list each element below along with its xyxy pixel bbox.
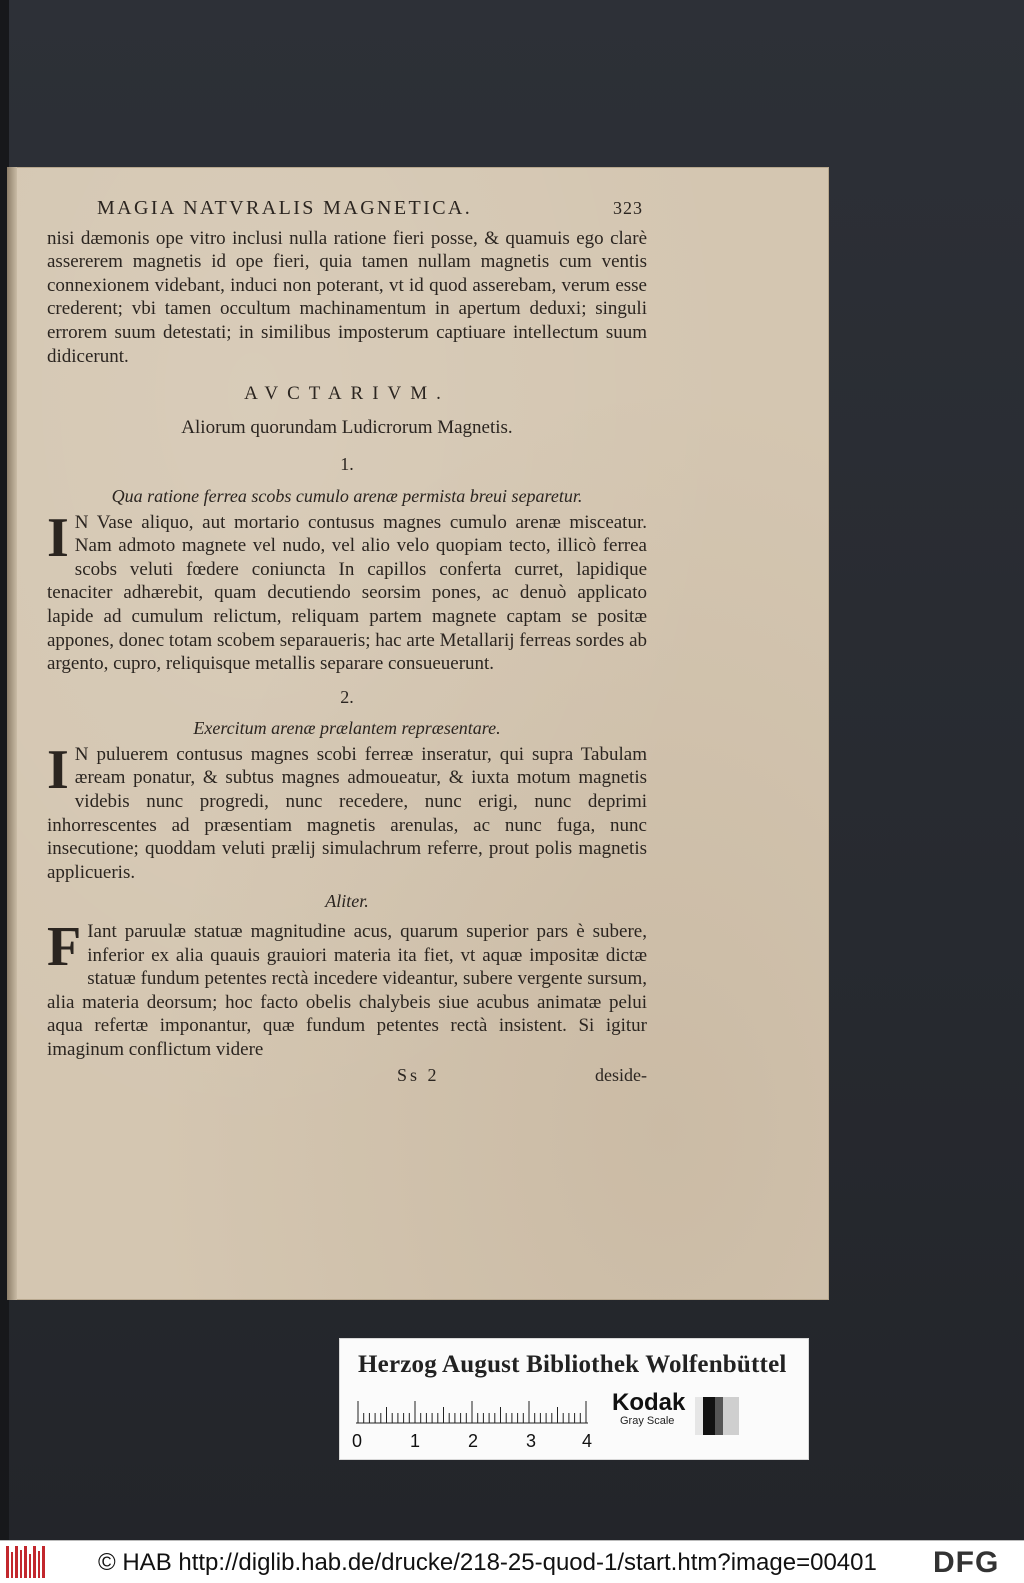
page-text-block	[47, 197, 647, 1087]
section-1-title: Qua ratione ferrea scobs cumulo arenæ permista breui separetur.	[111, 485, 583, 506]
catchword: deside-	[595, 1064, 647, 1085]
running-head-title: MAGIA NATVRALIS MAGNETICA.	[97, 197, 473, 219]
section-1-initial: I	[47, 506, 69, 569]
auctarium-subtitle: Aliorum quorundam Ludicrorum Magnetis.	[181, 416, 513, 438]
ruler-label: 1	[410, 1431, 421, 1451]
ruler-label: 4	[582, 1431, 593, 1451]
section-2-title: Exercitum arenæ prælantem repræsentare.	[193, 718, 501, 739]
ruler-label: 3	[526, 1431, 537, 1451]
section-2-paragraph	[47, 738, 647, 885]
intro-paragraph: nisi dæmonis ope vitro inclusi nulla ratione fieri posse, & quamuis ego clarè assererem magnetis id ope fieri, quia tamen nullam magnetis cum ventis connexionem videbant, induci non poterant, vt id quod asserebam, verum esse crederent; vbi tamen occultum machinamentum in apertum deduxi; singuli errorem suum detestati; in similibus imposterum captiuare intellectum suum didicerunt.	[47, 227, 647, 367]
dfg-logo: DFG	[933, 1546, 1000, 1579]
section-2-numeral: 2.	[340, 686, 354, 707]
section-2-body: N puluerem contusus magnes scobi ferreæ inseratur, qui supra Tabulam æream ponatur, & subtus magnes admoueatur, & iuxta motum magnetis videbis nunc progredi, nunc recedere, nunc erigi, nunc deprimi inhorrescentes ad præsentiam magnetis arenulas, ac nunc fuga, nunc insecutione; quoddam veluti prælij simulachrum referre, prout polis magnetis applicueris.	[47, 743, 647, 883]
running-head	[97, 197, 647, 221]
color-target-card	[339, 1338, 809, 1460]
aliter-heading: Aliter.	[325, 891, 369, 912]
section-1-paragraph	[47, 506, 647, 676]
section-1-numeral: 1.	[340, 454, 354, 475]
citation-bar	[0, 1540, 1024, 1583]
citation-link[interactable]: © HAB http://diglib.hab.de/drucke/218-25-quod-1/start.htm?image=00401	[98, 1549, 877, 1576]
signature-mark: Ss 2	[397, 1064, 440, 1085]
section-2-initial: I	[47, 738, 69, 801]
barcode-icon	[6, 1546, 48, 1578]
aliter-initial: F	[47, 916, 82, 979]
page-number: 323	[613, 198, 643, 218]
ruler-label: 2	[468, 1431, 479, 1451]
book-page	[7, 167, 829, 1300]
auctarium-heading: AVCTARIVM.	[244, 383, 450, 405]
gray-scale-patch	[695, 1397, 739, 1435]
kodak-logo: Kodak	[612, 1389, 686, 1416]
aliter-paragraph	[47, 916, 647, 1062]
ruler-labels	[352, 1431, 612, 1453]
ruler-scale	[356, 1389, 591, 1429]
page-edge-shadow	[7, 167, 17, 1300]
ruler-label: 0	[352, 1431, 363, 1451]
section-1-body: N Vase aliquo, aut mortario contusus magnes cumulo arenæ misceatur. Nam admoto magnete vel nudo, vel alio velo quopiam tecto, illicò ferrea scobs veluti fœdere coniuncta In capillos conferta curret, lapidique tenaciter adhærebit, quam decutiendo seorsim pones, ac denuò applicato lapide ad cumulum relictum, reliquam partem magnete captam se positæ appones, donec totam scobem separaueris; hac arte Metallarij ferreas sordes ab argento, cupro, reliquisque metallis separare consueuerunt.	[47, 511, 647, 675]
page-footer	[47, 1064, 647, 1088]
library-name: Herzog August Bibliothek Wolfenbüttel	[358, 1351, 787, 1378]
gray-scale-label: Gray Scale	[620, 1415, 675, 1427]
aliter-body: Iant paruulæ statuæ magnitudine acus, quarum superior pars è subere, inferior ex alia quauis grauiori materia ita fiet, vt aquæ impositæ dictæ statuæ fundum petentes rectà incedere videantur, subere vergente sursum, alia materia deorsum; hoc facto obelis chalybeis siue acubus animatæ pelui aqua refertæ imponantur, quæ fundum petentes rectà insistent. Si igitur imaginum conflictum videre	[47, 921, 647, 1060]
